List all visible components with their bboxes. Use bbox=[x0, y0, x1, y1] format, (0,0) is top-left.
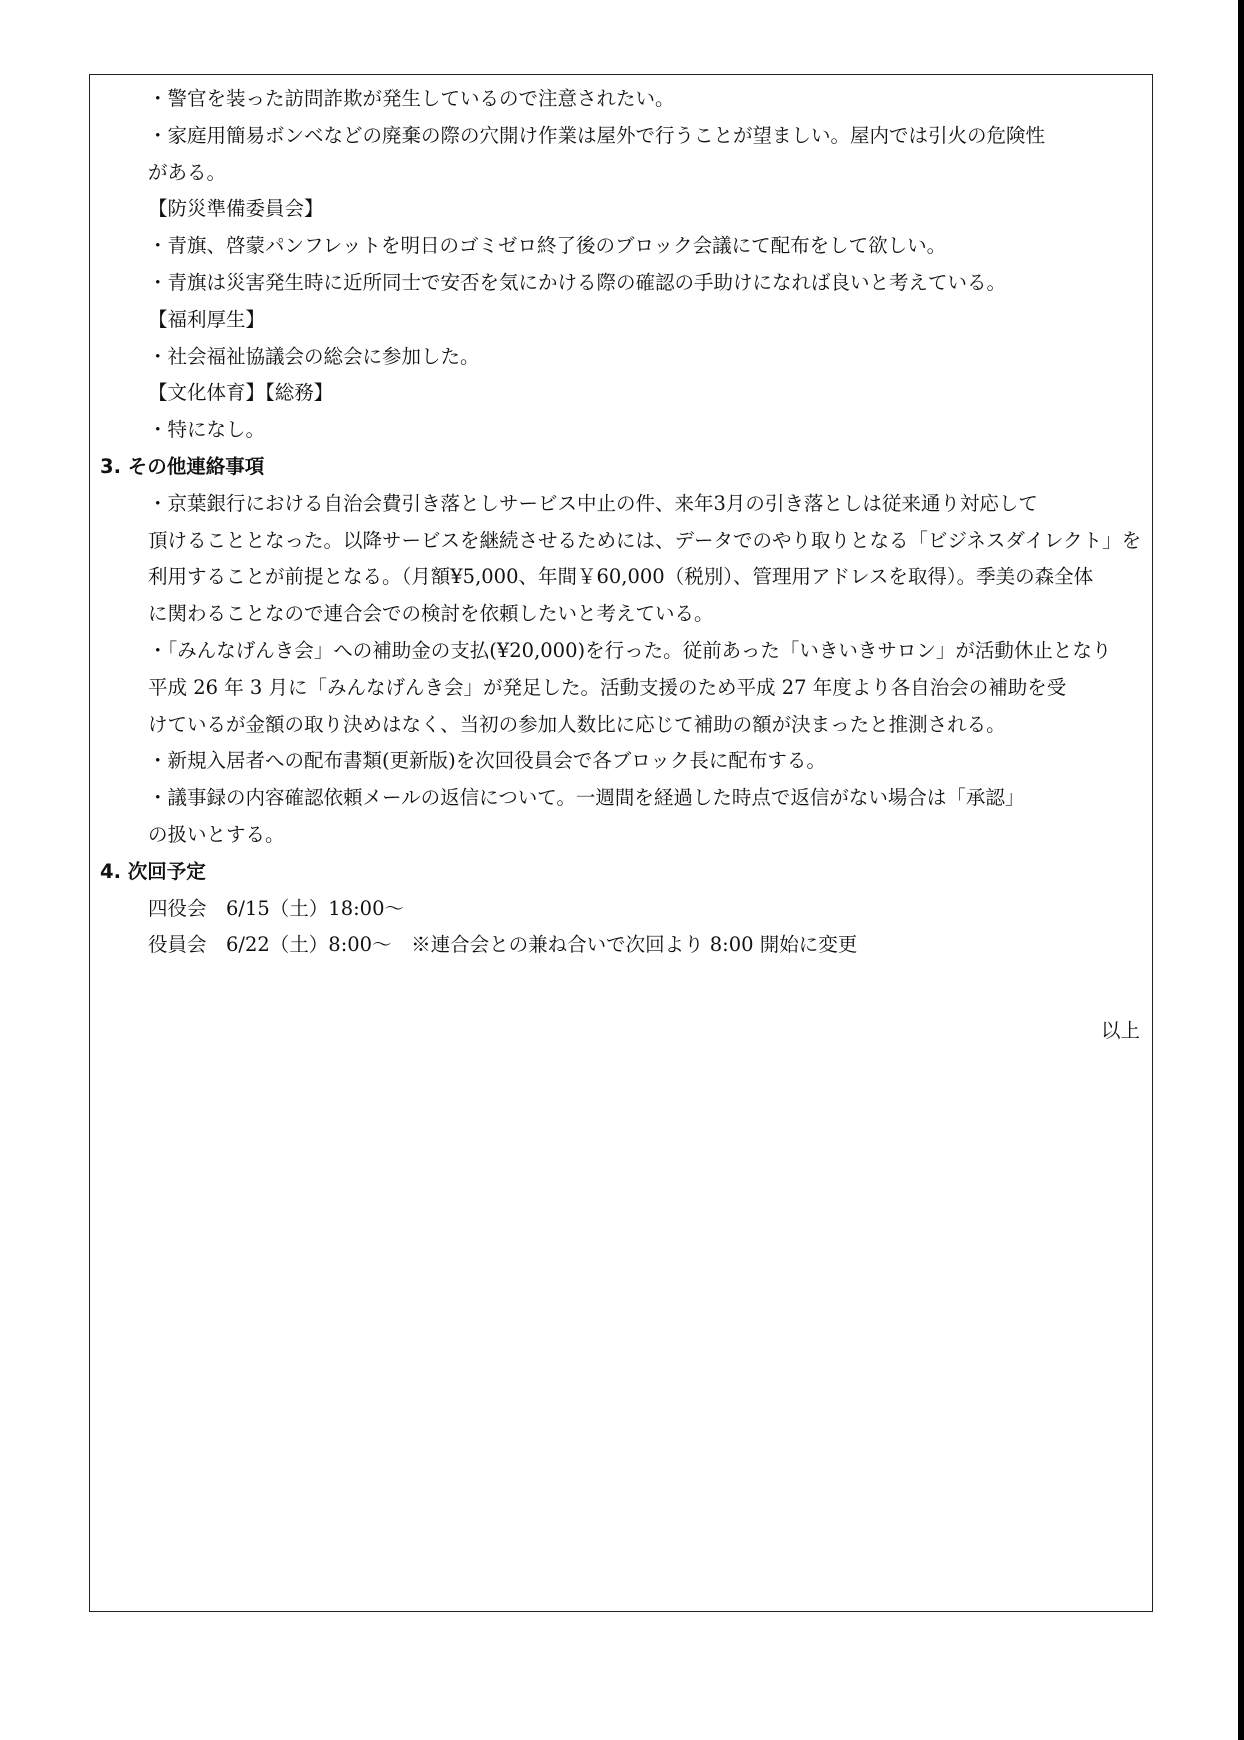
item-welfare-meeting: ・社会福祉協議会の総会に参加した。 bbox=[148, 344, 480, 368]
notice-line: に関わることなので連合会での検討を依頼したいと考えている。 bbox=[148, 602, 714, 626]
notice-line: ・議事録の内容確認依頼メールの返信について。一週間を経過した時点で返信がない場合は「承認」 bbox=[148, 786, 1025, 810]
notice-line: ・京葉銀行における自治会費引き落としサービス中止の件、来年3月の引き落としは従来通り対応して bbox=[148, 491, 1038, 515]
section-heading-other-notices: 3. その他連絡事項 bbox=[100, 454, 265, 478]
item-blue-flag-purpose: ・青旗は災害発生時に近所同士で安否を気にかける際の確認の手助けになれば良いと考えている。 bbox=[148, 270, 1007, 294]
notice-line: 平成 26 年 3 月に「みんなげんき会」が発足した。活動支援のため平成 27 年度より各自治会の補助を受 bbox=[148, 675, 1067, 699]
schedule-officers-four: 四役会 6/15（土）18:00～ bbox=[148, 896, 404, 920]
item-none: ・特になし。 bbox=[148, 418, 266, 442]
notice-line: の扱いとする。 bbox=[148, 822, 285, 846]
notice-line: ・新規入居者への配布書類(更新版)を次回役員会で各ブロック長に配布する。 bbox=[148, 749, 826, 773]
item-gas-cylinder-cont: がある。 bbox=[148, 160, 227, 184]
notice-line: 利用することが前提となる。（月額¥5,000、年間￥60,000（税別）、管理用アドレスを取得）。季美の森全体 bbox=[148, 565, 1094, 589]
page-edge-bar bbox=[1238, 0, 1244, 1740]
committee-heading-culture-general: 【文化体育】【総務】 bbox=[148, 381, 334, 405]
section-heading-next-schedule: 4. 次回予定 bbox=[100, 859, 206, 883]
notice-line: ・「みんなげんき会」への補助金の支払(¥20,000)を行った。従前あった「いきいきサロン」が活動休止となり bbox=[148, 638, 1112, 662]
committee-heading-welfare: 【福利厚生】 bbox=[148, 307, 266, 331]
document-frame bbox=[89, 74, 1153, 1612]
item-gas-cylinder: ・家庭用簡易ボンベなどの廃棄の際の穴開け作業は屋外で行うことが望ましい。屋内では引火の危険性 bbox=[148, 123, 1046, 147]
closing-remark: 以上 bbox=[1100, 1019, 1140, 1042]
item-police-fraud: ・警官を装った訪問詐欺が発生しているので注意されたい。 bbox=[148, 87, 675, 110]
document-body bbox=[90, 81, 1152, 964]
item-blue-flag-distribution: ・青旗、啓蒙パンフレットを明日のゴミゼロ終了後のブロック会議にて配布をして欲しい。 bbox=[148, 234, 947, 258]
notice-line: けているが金額の取り決めはなく、当初の参加人数比に応じて補助の額が決まったと推測される。 bbox=[148, 712, 1006, 736]
committee-heading-disaster: 【防災準備委員会】 bbox=[148, 197, 324, 221]
schedule-board-meeting: 役員会 6/22（土）8:00～ ※連合会との兼ね合いで次回より 8:00 開始に変更 bbox=[148, 933, 858, 957]
notice-line: 頂けることとなった。以降サービスを継続させるためには、データでのやり取りとなる「ビジネスダイレクト」を bbox=[148, 528, 1142, 552]
